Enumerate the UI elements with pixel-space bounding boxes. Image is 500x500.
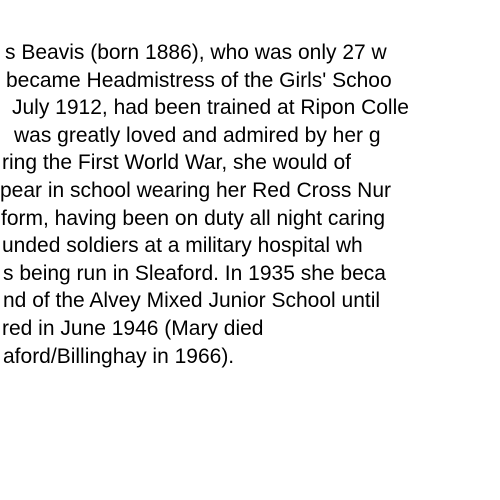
- text-line-9: s being run in Sleaford. In 1935 she beca: [3, 261, 386, 285]
- text-line-1: s Beavis (born 1886), who was only 27 w: [5, 41, 387, 64]
- body-text: [0, 39, 500, 370]
- text-line-3: July 1912, had been trained at Ripon Colle: [12, 96, 409, 120]
- text-line-2: became Headmistress of the Girls' Schoo: [6, 68, 392, 92]
- text-line-11: red in June 1946 (Mary died: [2, 316, 264, 340]
- text-line-8: unded soldiers at a military hospital wh: [2, 234, 363, 258]
- text-line-6: pear in school wearing her Red Cross Nur: [0, 178, 392, 202]
- text-line-12: aford/Billinghay in 1966).: [3, 344, 235, 368]
- text-line-4: was greatly loved and admired by her g: [14, 123, 381, 147]
- text-line-10: nd of the Alvey Mixed Junior School until: [3, 289, 381, 313]
- text-line-5: ring the First World War, she would of: [2, 151, 351, 175]
- text-line-7: form, having been on duty all night caring: [1, 206, 386, 230]
